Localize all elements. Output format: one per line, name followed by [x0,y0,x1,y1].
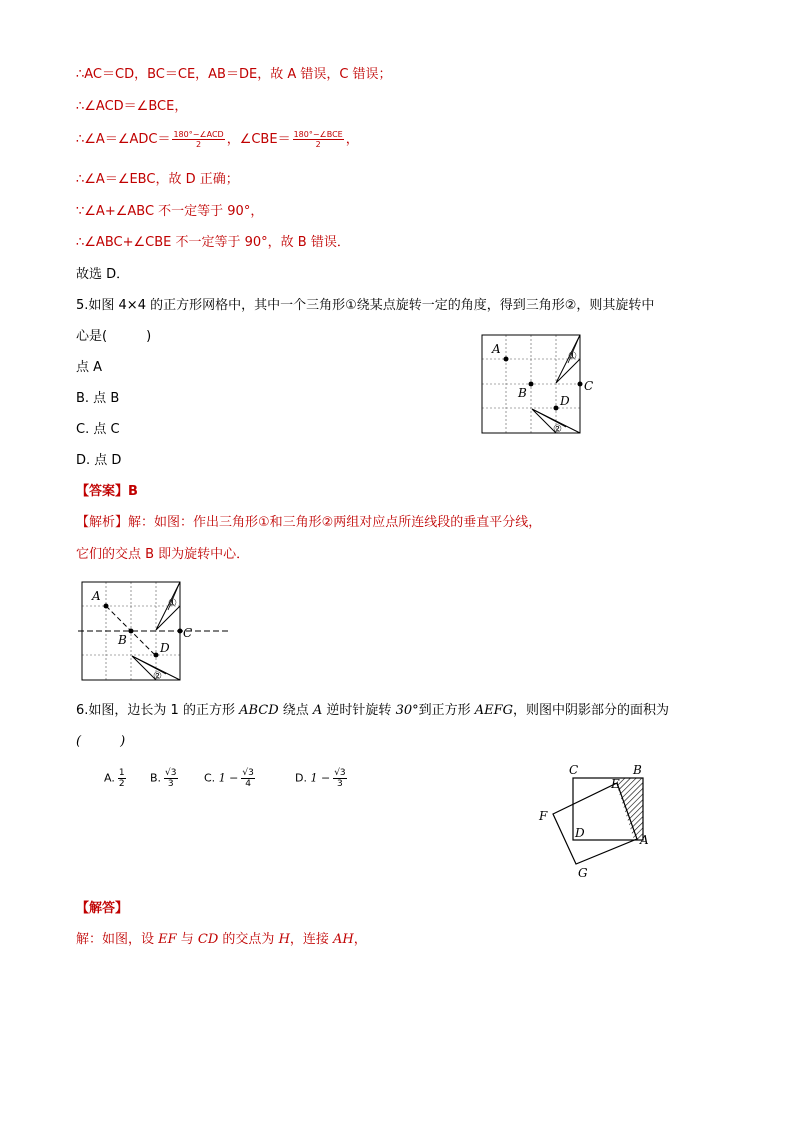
label-triangle-2: ② [553,424,562,435]
label-triangle-1: ① [168,598,177,609]
sol-text-4: ，连接 [289,932,334,947]
fraction-1-numerator: 180°−∠ACD [173,130,224,139]
q6-stem-line2: ( ) [76,734,126,749]
label-triangle-2: ② [153,671,162,682]
q6-stem-line1 [76,702,669,720]
option-b-label: B. [150,771,162,785]
solution4-line3-b: ，∠CBE＝ [226,132,291,147]
label-a: A [492,342,501,356]
fraction-1-denominator: 2 [196,140,202,149]
q6-stem-text-3: 逆时针旋转 [322,703,396,718]
q6-square-abcd: ABCD [239,703,279,718]
solution4-line3-c: ， [345,132,359,147]
option-c-fraction [241,768,254,789]
label-e: E [611,777,620,791]
point-c [178,629,183,634]
option-a-numerator: 1 [118,768,125,778]
q5-stem-line2: 心是( ) [76,329,152,344]
point-d [554,406,559,411]
solution4-line1: ∴AC＝CD，BC＝CE，AB＝DE，故 A 错误，C 错误； [76,67,392,82]
q6-solution-line1 [76,931,367,949]
option-d-denominator: 3 [337,779,343,789]
sol-text-5: ， [353,932,367,947]
fraction-2-denominator: 2 [315,140,321,149]
label-b: B [633,763,642,777]
label-g: G [578,866,588,880]
option-d-fraction [333,768,346,789]
sol-segment-ef: EF [158,932,177,947]
q6-square-aefg: AEFG [474,703,514,718]
solution4-line5: ∵∠A+∠ABC 不一定等于 90°， [76,204,264,219]
label-d: D [560,394,570,408]
option-b-numerator: √3 [165,768,177,778]
label-b: B [518,386,527,400]
option-b-denominator: 3 [167,779,174,789]
q6-option-b [150,768,178,789]
q6-stem-text-2: 绕点 [278,703,313,718]
label-c: C [584,379,594,393]
q5-answer: 【答案】B [76,484,138,499]
option-d-label: D. [295,771,307,785]
sol-point-h: H [278,932,290,947]
label-d: D [575,826,585,840]
label-a: A [640,833,649,847]
q5-option-c: C. 点 C [76,422,120,437]
q6-stem-text-5: ，则图中阴影部分的面积为 [513,703,670,718]
option-a-denominator: 2 [118,779,125,789]
option-b-fraction [164,768,177,789]
q6-stem-text-1: 6.如图，边长为 1 的正方形 [76,703,240,718]
label-c: C [183,626,193,640]
option-a-fraction [118,768,126,789]
point-d [154,653,159,658]
q6-stem-text-4: 到正方形 [418,703,475,718]
q6-square-figure [533,762,663,882]
q6-option-c [204,768,255,789]
sol-segment-ah: AH [333,932,354,947]
option-c-denominator: 4 [245,779,251,789]
q6-solution-heading: 【解答】 [76,901,129,916]
option-a-label: A. [104,771,115,785]
point-b [129,629,134,634]
solution4-line6: ∴∠ABC+∠CBE 不一定等于 90°，故 B 错误． [76,235,350,250]
q6-option-a [104,768,126,789]
fraction-2 [293,130,344,149]
point-c [578,382,583,387]
sol-text-1: 解：如图，设 [76,932,159,947]
fraction-1 [172,130,224,149]
point-b [529,382,534,387]
option-d-prefix: 1 − [310,771,331,785]
solution4-line7: 故选 D． [76,267,130,282]
q6-point-a: A [312,703,323,718]
solution4-line3 [76,130,359,149]
q5-analysis-line2: 它们的交点 B 即为旋转中心． [76,547,250,562]
solution4-line3-a: ∴∠A＝∠ADC＝ [76,132,171,147]
q5-grid-figure [478,333,598,437]
label-a: A [92,589,101,603]
point-a [504,357,509,362]
sol-text-2: 与 [176,932,198,947]
q5-analysis-line1: 【解析】解：如图：作出三角形①和三角形②两组对应点所连线段的垂直平分线， [76,515,542,530]
q5-stem-line1: 5.如图 4×4 的正方形网格中，其中一个三角形①绕某点旋转一定的角度，得到三角形②，则其旋转中 [76,298,655,313]
sol-text-3: 的交点为 [218,932,279,947]
label-f: F [539,809,548,823]
q5-option-b: B. 点 B [76,391,120,406]
shaded-region [616,778,643,840]
option-c-label: C. [204,771,216,785]
label-d: D [160,641,170,655]
option-c-numerator: √3 [242,768,254,778]
option-c-prefix: 1 − [218,771,239,785]
sol-segment-cd: CD [197,932,219,947]
q5-analysis-figure [78,580,238,684]
q6-option-d [295,768,347,789]
q5-option-a: 点 A [76,360,103,375]
fraction-2-numerator: 180°−∠BCE [293,130,343,139]
label-triangle-1: ① [568,351,577,362]
q5-option-d: D. 点 D [76,453,122,468]
label-b: B [118,633,127,647]
label-c: C [569,763,579,777]
option-d-numerator: √3 [334,768,346,778]
point-a [104,604,109,609]
solution4-line4: ∴∠A＝∠EBC，故 D 正确； [76,172,239,187]
solution4-line2: ∴∠ACD＝∠BCE， [76,99,188,114]
q6-angle-30: 30° [395,703,419,718]
